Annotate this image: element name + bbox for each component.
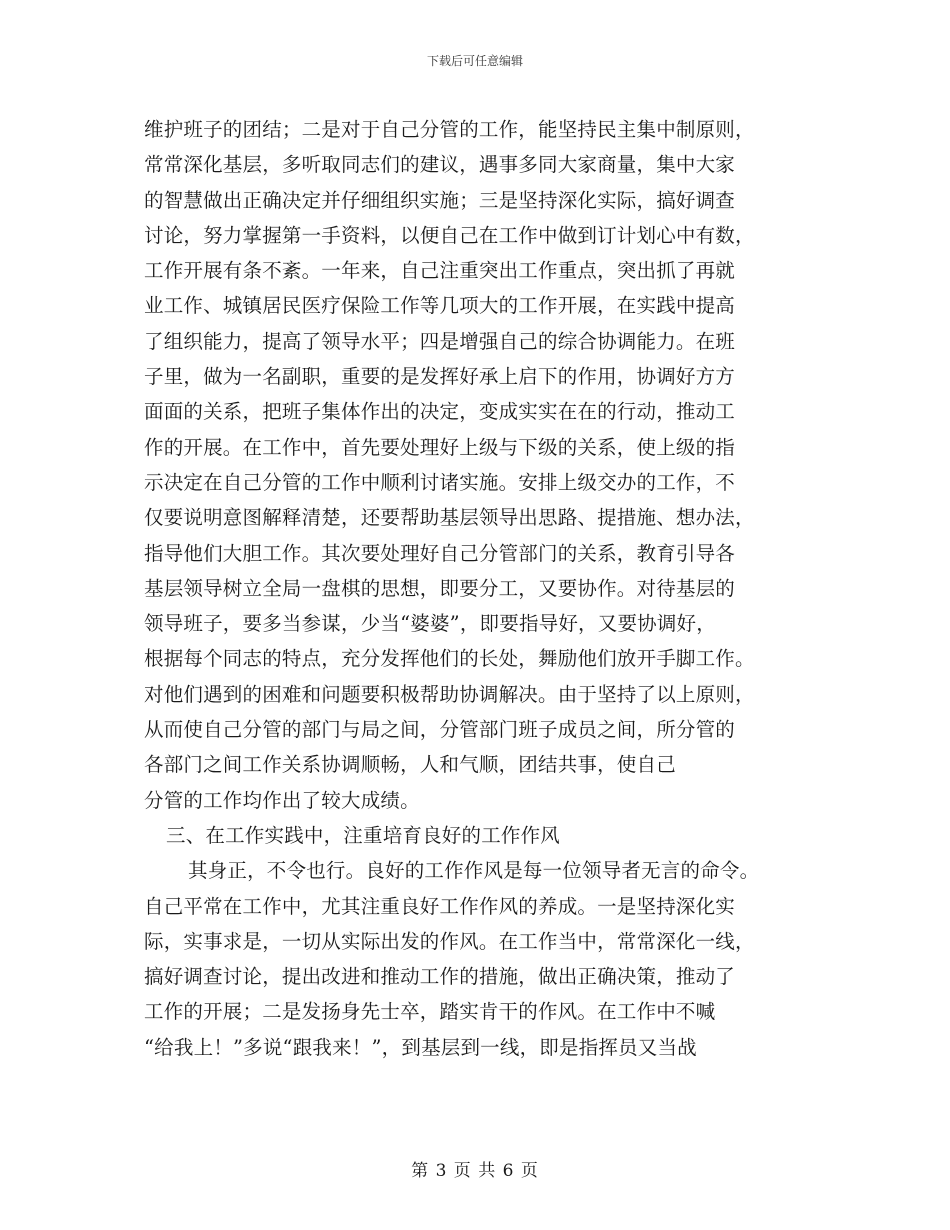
- text-line: 作的开展。在工作中，首先要处理好上级与下级的关系，使上级的指: [144, 435, 736, 459]
- text-line: 常常深化基层，多听取同志们的建议，遇事多同大家商量，集中大家: [144, 153, 736, 177]
- text-line: 分管的工作均作出了较大成绩。: [144, 788, 420, 812]
- text-line: 业工作、城镇居民医疗保险工作等几项大的工作开展，在实践中提高: [144, 294, 736, 318]
- text-line: 对他们遇到的困难和问题要积极帮助协调解决。由于坚持了以上原则，: [144, 682, 755, 706]
- text-line: 工作开展有条不紊。一年来，自己注重突出工作重点，突出抓了再就: [144, 259, 736, 283]
- text-line: 各部门之间工作关系协调顺畅，人和气顺，团结共事，使自己: [144, 753, 676, 777]
- text-line: 维护班子的团结；二是对于自己分管的工作，能坚持民主集中制原则，: [144, 118, 755, 141]
- text-line: 基层领导树立全局一盘棋的思想，即要分工，又要协作。对待基层的: [144, 576, 736, 600]
- text-line: 搞好调查讨论，提出改进和推动工作的措施，做出正确决策，推动了: [144, 965, 736, 989]
- text-line: 的智慧做出正确决定并仔细组织实施；三是坚持深化实际，搞好调查: [144, 188, 736, 212]
- text-line: 面面的关系，把班子集体作出的决定，变成实实在在的行动，推动工: [144, 400, 736, 424]
- text-line: 根据每个同志的特点，充分发挥他们的长处，舞励他们放开手脚工作。: [144, 647, 755, 671]
- text-line: 际，实事求是，一切从实际出发的作风。在工作当中，常常深化一线，: [144, 929, 755, 953]
- section-heading: 三、在工作实践中，注重培育良好的工作作风: [166, 823, 561, 847]
- text-line: “给我上！”多说“跟我来！”，到基层到一线，即是指挥员又当战: [144, 1035, 697, 1059]
- document-body: [144, 112, 814, 1065]
- text-line: 仅要说明意图解释清楚，还要帮助基层领导出思路、提措施、想办法，: [144, 506, 755, 530]
- text-line: 示决定在自己分管的工作中顺利讨诸实施。安排上级交办的工作，不: [144, 470, 736, 494]
- text-line: 讨论，努力掌握第一手资料，以便自己在工作中做到订计划心中有数，: [144, 223, 755, 247]
- page-header: 下载后可任意编辑: [426, 54, 523, 68]
- text-line: 工作的开展；二是发扬身先士卒，踏实肯干的作风。在工作中不喊: [144, 1000, 716, 1024]
- text-line: 从而使自己分管的部门与局之间，分管部门班子成员之间，所分管的: [144, 718, 736, 742]
- text-line: 自己平常在工作中，尤其注重良好工作作风的养成。一是坚持深化实: [144, 894, 736, 918]
- text-line: 领导班子，要多当参谋，少当“婆婆”，即要指导好，又要协调好，: [144, 612, 716, 636]
- text-line: 指导他们大胆工作。其次要处理好自己分管部门的关系，教育引导各: [144, 541, 736, 565]
- text-line: 子里，做为一名副职，重要的是发挥好承上启下的作用，协调好方方: [144, 365, 736, 389]
- text-line: 了组织能力，提高了领导水平；四是增强自己的综合协调能力。在班: [144, 329, 736, 353]
- paragraph-start: 其身正，不令也行。良好的工作作风是每一位领导者无言的命令。: [188, 859, 760, 883]
- page-footer: 第 3 页 共 6 页: [411, 1161, 539, 1181]
